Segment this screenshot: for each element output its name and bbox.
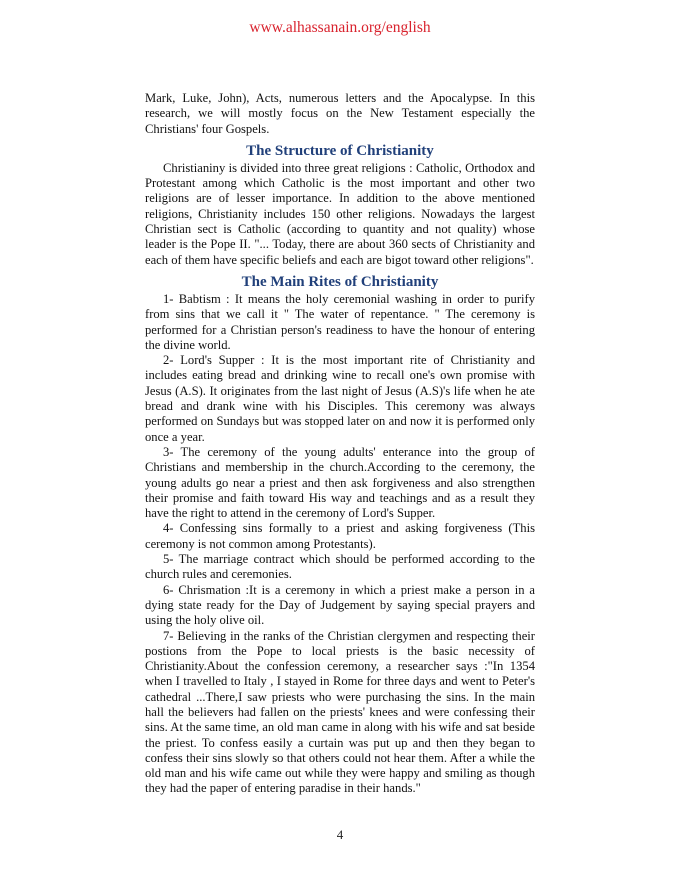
intro-paragraph: Mark, Luke, John), Acts, numerous letters and the Apocalypse. In this research, we will mostly focus on the New Testament especially the Christians' four Gospels. — [145, 91, 535, 136]
rite-baptism: 1- Babtism : It means the holy ceremonial washing in order to purify from sins that we call it " The water of repentance. " The ceremony is performed for a Christian person's readiness to have the honour of entering the divine world. — [145, 291, 535, 352]
rite-confession: 4- Confessing sins formally to a priest and asking forgiveness (This ceremony is not common among Protestants). — [145, 521, 535, 551]
rite-chrismation: 6- Chrismation :It is a ceremony in which a priest make a person in a dying state ready for the Day of Judgement by saying special prayers and using the holy olive oil. — [145, 582, 535, 628]
document-body — [145, 91, 535, 797]
rite-clergy-ranks: 7- Believing in the ranks of the Christian clergymen and respecting their postions from the Pope to local priests is the basic necessity of Christianity.About the confession ceremony, a researcher says :"In 1354 when I travelled to Italy , I stayed in Rome for three days and went to Peter's cathedral ...There,I saw priests who were purchasing the sins. In the main hall the believers had fallen on the priests' knees and were confessing their sins. At the same time, an old man came in along with his wife and sat beside the priest. To confess easily a curtain was put up and then they began to confess their sins slowly so that others could not hear them. After a while the old man and his wife came out while they were happy and smiling as though they had the paper of entering paradise in their hands." — [145, 628, 535, 796]
section-heading-structure: The Structure of Christianity — [246, 142, 434, 159]
site-url-header: www.alhassanain.org/english — [249, 19, 431, 36]
structure-paragraph: Christianiny is divided into three great religions : Catholic, Orthodox and Protestant among which Catholic is the most important and other two religions are of lesser importance. In addition to the above mentioned religions, Christianity includes 150 other religions. Nowadays the largest Christian sect is Catholic (according to quantity and not quality) whose leader is the Pope II. "... Today, there are about 360 sects of Christianity and each of them have specific beliefs and each are bigot toward other religions". — [145, 160, 535, 267]
page-number: 4 — [336, 827, 344, 842]
rite-marriage: 5- The marriage contract which should be performed according to the church rules and ceremonies. — [145, 552, 535, 582]
rite-young-adults: 3- The ceremony of the young adults' enterance into the group of Christians and membership in the church.According to the ceremony, the young adults go near a priest and then ask forgiveness and also strengthen their promise and faith toward His way and teachings and as a result they have the right to attend in the ceremony of Lord's Supper. — [145, 444, 535, 521]
section-heading-rites: The Main Rites of Christianity — [241, 273, 439, 290]
rite-lords-supper: 2- Lord's Supper : It is the most important rite of Christianity and includes eating bread and drinking wine to recall one's own promise with Jesus (A.S). It originates from the last night of Jesus (A.S)'s life when he ate bread and drank wine with his Disciples. This ceremony was always performed on Sundays but was stopped later on and now it is performed only once a year. — [145, 353, 535, 444]
